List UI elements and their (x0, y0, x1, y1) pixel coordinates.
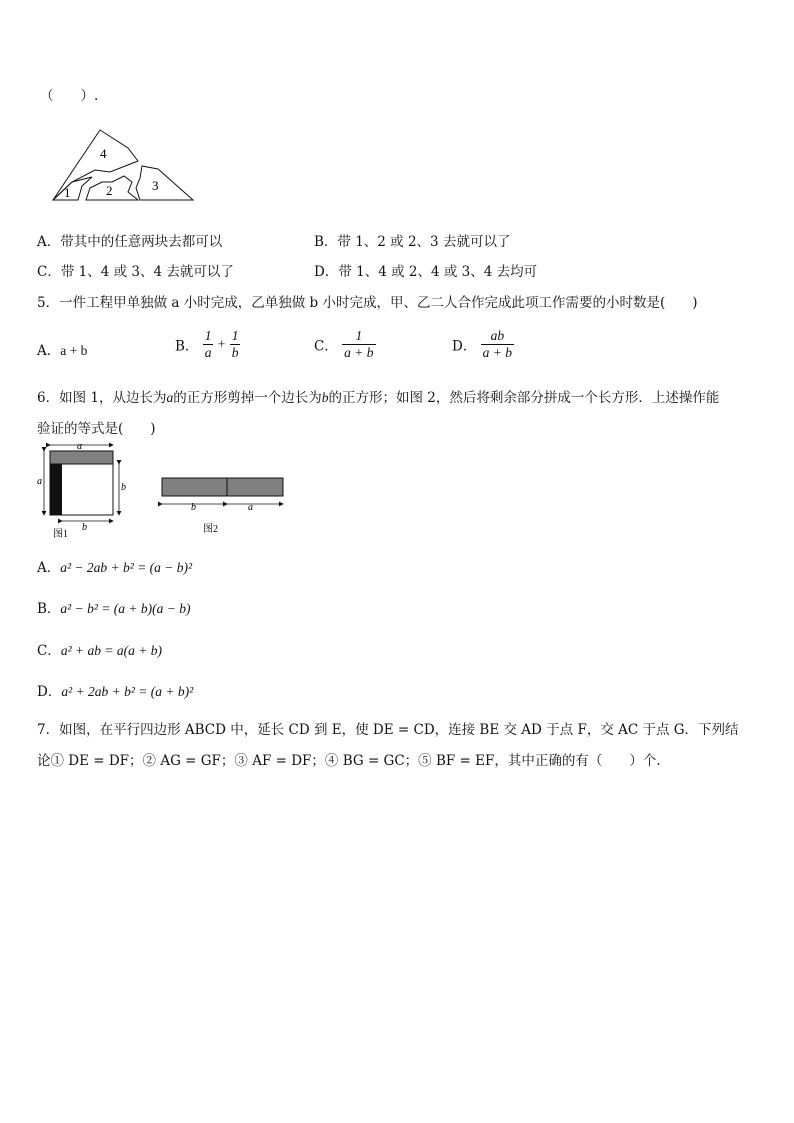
q5-b-frac1-den: a (204, 345, 212, 360)
fig1-label-right: b (121, 482, 126, 493)
q6-option-c-label: C． (37, 643, 61, 659)
q6-option-a-label: A． (37, 560, 61, 576)
q6-option-b (37, 597, 190, 617)
q5-option-b-plus: + (217, 336, 226, 352)
q5-option-d-label: D． (452, 338, 477, 355)
q6-option-b-label: B． (37, 601, 61, 617)
q4-piece-3-shape (136, 166, 193, 200)
fig1-label-left: a (37, 476, 42, 487)
q6-stem-line2: 验证的等式是( ) (37, 421, 156, 437)
q6-stem-part3: 的正方形；如图 2，然后将剩余部分拼成一个长方形．上述操作能 (328, 390, 720, 406)
fig1-label-bottom: b (82, 522, 87, 533)
q5-option-b-label: B． (175, 338, 199, 355)
fig1-gray-strip (50, 451, 113, 464)
fig2-label-a: a (248, 502, 253, 513)
q6-var-a: a (166, 390, 174, 405)
q4-triangle-figure (50, 126, 200, 206)
fig2-rect-left (162, 478, 227, 496)
q6-option-b-expr: a² − b² = (a + b)(a − b) (60, 601, 191, 616)
q5-option-c (314, 328, 376, 361)
q5-option-c-label: C． (314, 338, 338, 355)
q4-option-d: D．带 1、4 或 2、4 或 3、4 去均可 (314, 264, 538, 280)
q4-piece-label-4: 4 (100, 146, 107, 161)
q4-option-c: C．带 1、4 或 3、4 去就可以了 (37, 264, 234, 280)
q6-option-d (37, 680, 193, 700)
q5-option-a-expr: a + b (60, 343, 88, 358)
q4-piece-label-2: 2 (106, 183, 113, 198)
q4-option-b: B．带 1、2 或 2、3 去就可以了 (314, 234, 511, 250)
q5-option-b-frac2 (230, 328, 241, 361)
q5-d-den: a + b (482, 345, 512, 360)
fig1-label-top: a (77, 441, 82, 452)
q5-b-frac2-den: b (231, 345, 239, 360)
q5-option-d (452, 328, 514, 361)
q4-piece-label-1: 1 (64, 185, 71, 200)
q5-c-num: 1 (355, 328, 363, 343)
fig2-caption: 图2 (203, 524, 218, 535)
fig2-rect-right (227, 478, 283, 496)
q4-piece-1-shape (53, 177, 92, 200)
q6-option-a-expr: a² − 2ab + b² = (a − b)² (60, 560, 193, 575)
q4-option-a: A．带其中的任意两块去都可以 (37, 234, 223, 250)
fig1-caption: 图1 (53, 529, 68, 540)
q7-stem-line1: 7．如图，在平行四边形 ABCD 中，延长 CD 到 E，使 DE = CD，连接 BE 交 AD 于点 F，交 AC 于点 G．下列结 (37, 722, 739, 738)
q4-piece-label-3: 3 (152, 178, 159, 193)
q6-stem-part2: 的正方形剪掉一个边长为 (173, 390, 322, 406)
q6-option-d-label: D． (37, 684, 62, 700)
q4-stem-tail: （ ）. (40, 88, 99, 104)
q6-figure-2 (155, 470, 290, 540)
q6-option-d-expr: a² + 2ab + b² = (a + b)² (61, 684, 194, 699)
q5-option-c-frac (342, 328, 375, 361)
q5-d-num: ab (490, 328, 505, 343)
q7-stem-line2: 论① DE = DF；② AG = GF；③ AF = DF；④ BG = GC；⑤ BF = EF，其中正确的有（ ）个. (37, 753, 661, 769)
q5-option-d-frac (481, 328, 514, 361)
q5-b-frac2-num: 1 (231, 328, 239, 343)
q5-option-b-frac1 (203, 328, 214, 361)
q5-option-a (37, 339, 87, 359)
q6-stem-line1 (37, 386, 719, 406)
q6-option-a (37, 556, 192, 576)
q6-option-c (37, 639, 162, 659)
q5-stem: 5．一件工程甲单独做 a 小时完成，乙单独做 b 小时完成，甲、乙二人合作完成此项工作需要的小时数是( ) (37, 295, 698, 311)
q6-stem-part1: 6．如图 1，从边长为 (37, 390, 167, 406)
q6-figure-1 (35, 440, 130, 540)
fig2-label-b: b (191, 502, 196, 513)
q5-b-frac1-num: 1 (204, 328, 212, 343)
q5-c-den: a + b (344, 345, 374, 360)
q5-option-b (175, 328, 240, 361)
q6-var-b: b (321, 390, 329, 405)
fig1-black-strip (50, 464, 62, 515)
q5-option-a-label: A． (37, 343, 61, 359)
q6-option-c-expr: a² + ab = a(a + b) (60, 643, 162, 658)
